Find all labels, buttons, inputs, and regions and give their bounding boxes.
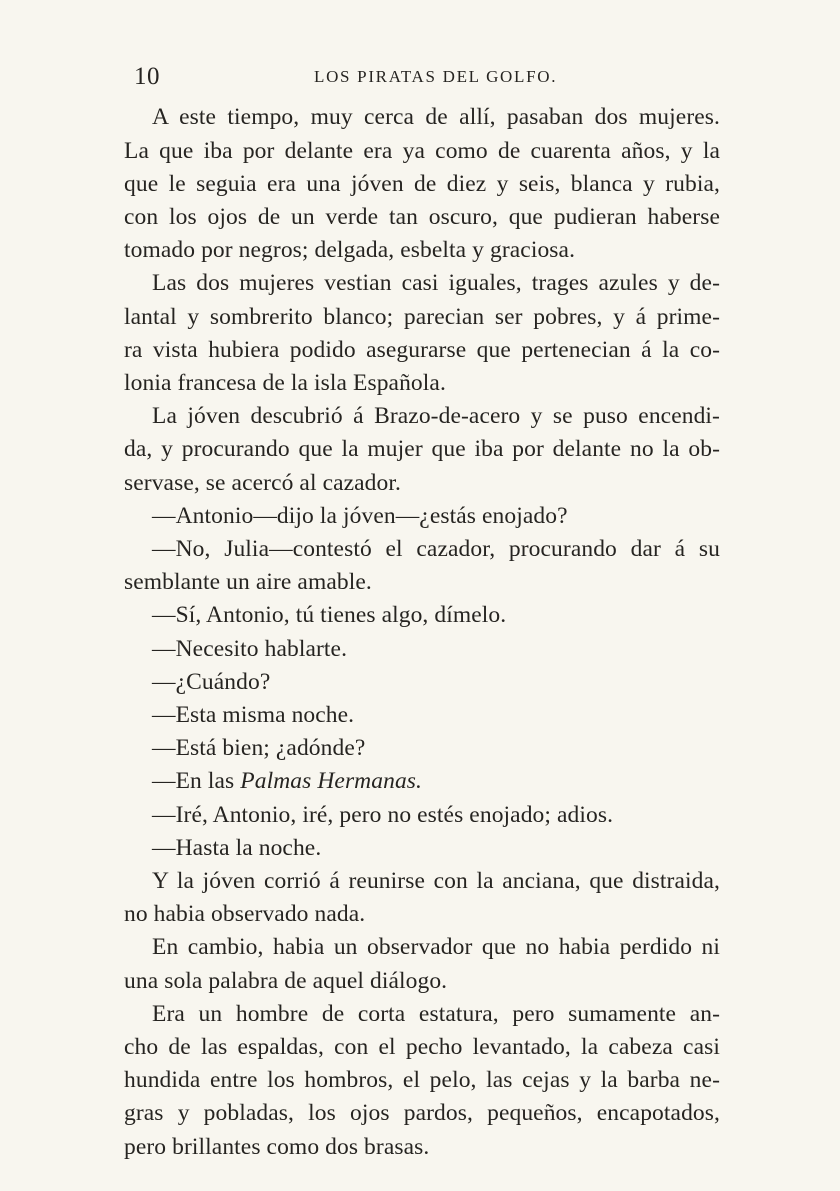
text-line: una sola palabra de aquel diálogo. xyxy=(124,968,448,994)
dialogue-line: —Esta misma noche. xyxy=(152,702,355,728)
text-line: cho de las espaldas, con el pecho levantado, la cabeza casi xyxy=(124,1034,720,1060)
text-line: tomado por negros; delgada, esbelta y graciosa. xyxy=(124,237,576,263)
text-line: Las dos mujeres vestian casi iguales, trages azules y de- xyxy=(152,270,720,296)
text-line: lonia francesa de la isla Española. xyxy=(124,370,446,396)
text-line: que le seguia era una jóven de diez y seis, blanca y rubia, xyxy=(124,171,720,197)
text-line: semblante un aire amable. xyxy=(124,569,372,595)
text-line: da, y procurando que la mujer que iba por delante no la ob- xyxy=(124,436,720,462)
running-header xyxy=(124,62,720,92)
text-line: lantal y sombrerito blanco; parecian ser pobres, y á prime- xyxy=(124,304,720,330)
text-line: Y la jóven corrió á reunirse con la anciana, que distraida, xyxy=(152,868,720,894)
text-line: pero brillantes como dos brasas. xyxy=(124,1134,430,1160)
text-line: ra vista hubiera podido asegurarse que pertenecian á la co- xyxy=(124,337,720,363)
text-line: La que iba por delante era ya como de cuarenta años, y la xyxy=(124,138,720,164)
dialogue-line xyxy=(124,764,720,798)
text-line: gras y pobladas, los ojos pardos, pequeños, encapotados, xyxy=(124,1100,720,1126)
text-line: no habia observado nada. xyxy=(124,901,366,927)
text-line: Era un hombre de corta estatura, pero sumamente an- xyxy=(152,1001,720,1027)
page-number: 10 xyxy=(134,63,160,90)
text-line: La jóven descubrió á Brazo-de-acero y se puso encendi- xyxy=(152,403,720,429)
text-line: hundida entre los hombros, el pelo, las cejas y la barba ne- xyxy=(124,1067,720,1093)
running-title: LOS PIRATAS DEL GOLFO. xyxy=(314,67,558,86)
text-line: A este tiempo, muy cerca de allí, pasaban dos mujeres. xyxy=(152,104,720,130)
text-line: servase, se acercó al cazador. xyxy=(124,470,401,496)
dialogue-line: —Iré, Antonio, iré, pero no estés enojado; adios. xyxy=(152,802,614,828)
text-line: con los ojos de un verde tan oscuro, que pudieran haberse xyxy=(124,204,720,230)
dialogue-line: —Sí, Antonio, tú tienes algo, dímelo. xyxy=(152,602,507,628)
dialogue-line: —Hasta la noche. xyxy=(152,835,322,861)
dialogue-line: —Antonio—dijo la jóven—¿estás enojado? xyxy=(152,503,568,529)
dialogue-text: —En las xyxy=(152,768,241,794)
dialogue-line: —¿Cuándo? xyxy=(152,669,271,695)
dialogue-line: —No, Julia—contestó el cazador, procurando dar á su xyxy=(152,536,720,562)
dialogue-line: —Necesito hablarte. xyxy=(152,636,348,662)
place-name: Palmas Hermanas. xyxy=(240,768,423,794)
dialogue-line: —Está bien; ¿adónde? xyxy=(152,735,366,761)
text-line: En cambio, habia un observador que no habia perdido ni xyxy=(152,934,720,960)
